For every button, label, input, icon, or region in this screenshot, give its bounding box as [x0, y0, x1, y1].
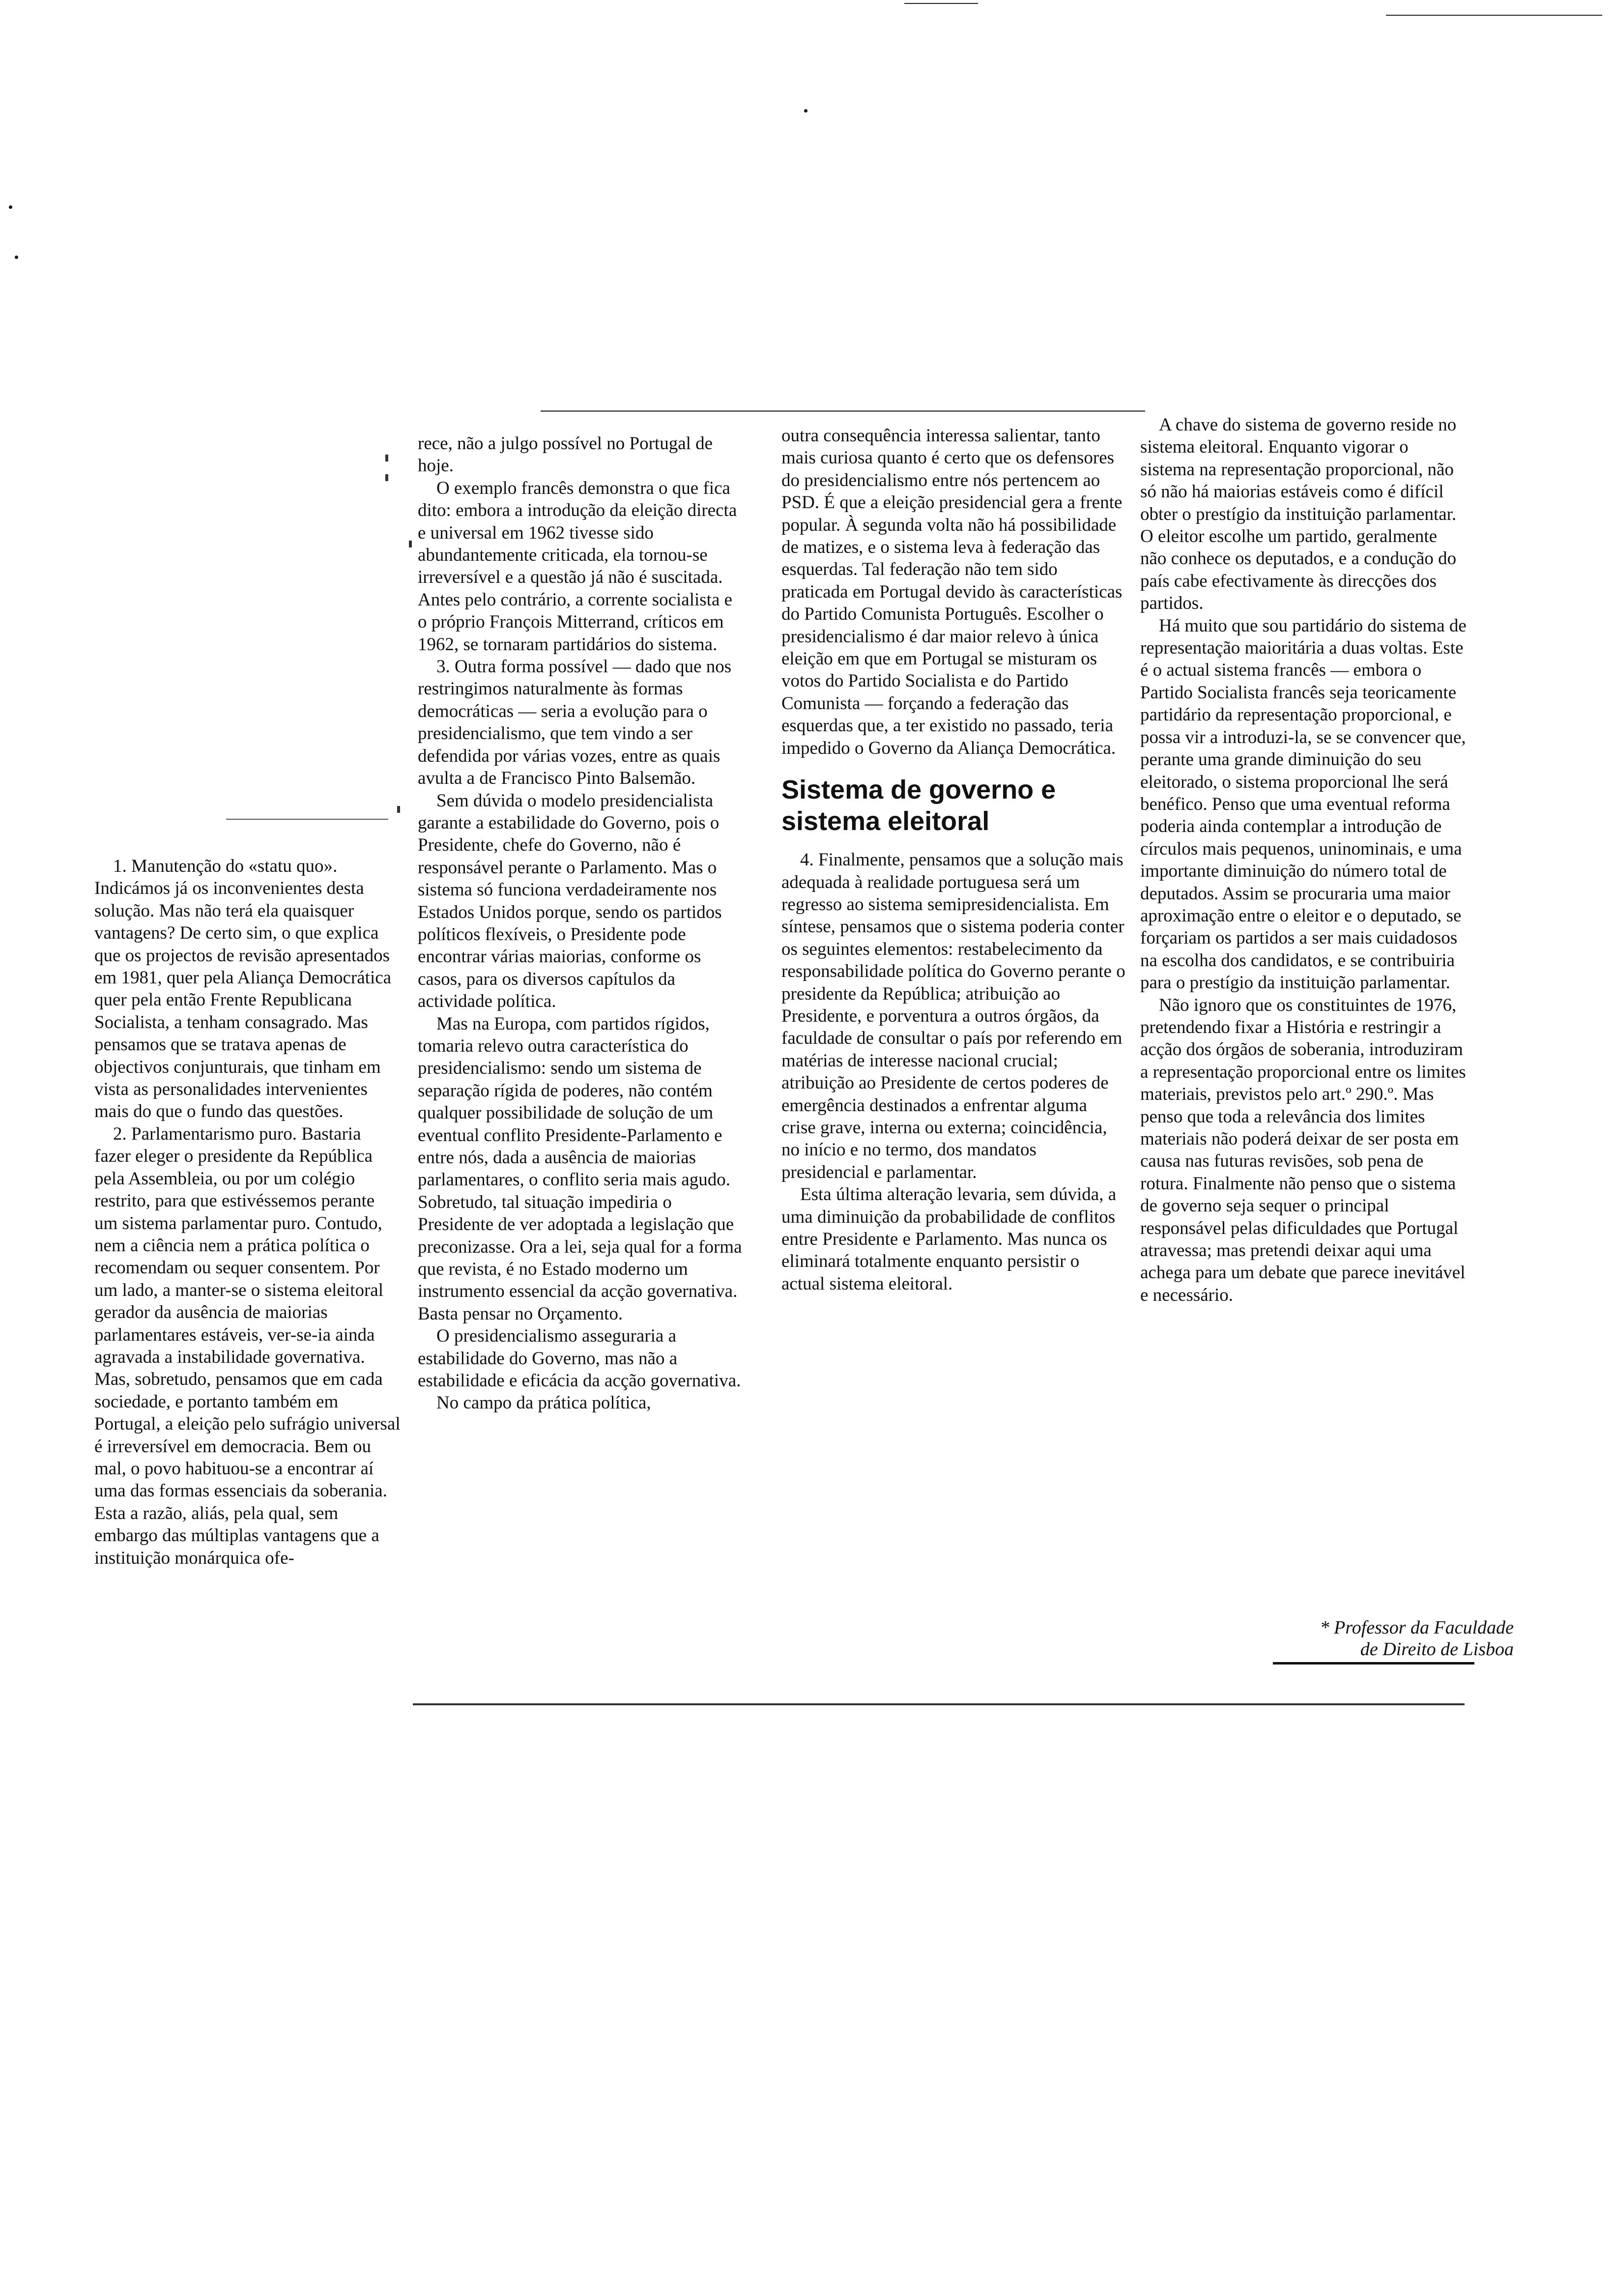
paragraph-continuation: rece, não a julgo possível no Portugal de hoje.: [418, 433, 713, 476]
paragraph-representacao-maioritaria: Há muito que sou partidário do sistema de representação maioritária a duas voltas. Este é o actual sistema francês — embora o Partido Socialista francês seja teoricamente partidário da representação proporcional, e possa vir a introduzi-la, se se convencer que, perante uma grande diminuição do seu eleitorado, o sistema proporcional lhe será benéfico. Penso que uma eventual reforma poderia ainda contemplar a introdução de círculos mais pequenos, uninominais, e uma importante diminuição do número total de deputados. Assim se procuraria uma maior aproximação entre o eleitor e o deputado, se forçariam os partidos a ser mais cuidadosos na escolha dos candidatos, e se contribuiria para o prestígio da instituição parlamentar.: [1140, 615, 1467, 993]
article-column-1: [94, 855, 402, 1569]
scan-edge-top-right-2: [1386, 15, 1602, 16]
margin-mark: [409, 541, 412, 547]
scan-speck: [15, 256, 18, 259]
section-title: Sistema de governo e sistema eleitoral: [781, 775, 1056, 836]
paragraph-frente-popular: outra consequência interessa salientar, tanto mais curiosa quanto é certo que os defensores do presidencialismo entre nós pertencem ao PSD. É que a eleição presidencial gera a frente popular. À segunda volta não há possibilidade de matizes, e o sistema leva à federação das esquerdas. Tal federação não tem sido praticada em Portugal devido às características do Partido Comunista Português. Escolher o presidencialismo é dar maior relevo à única eleição em que em Portugal se misturam os votos do Partido Socialista e do Partido Comunista — forçando a federação das esquerdas que, a ter existido no passado, teria impedido o Governo da Aliança Democrática.: [781, 426, 1123, 758]
paragraph-pratica-politica: No campo da prática política,: [436, 1393, 651, 1413]
author-signature: [1189, 1617, 1514, 1660]
paragraph-exemplo-frances: O exemplo francês demonstra o que fica dito: embora a introdução da eleição directa e universal em 1962 tivesse sido abundantemente criticada, ela tornou-se irreversível e a questão já não é suscitada. Antes pelo contrário, a corrente socialista e o próprio François Mitterrand, críticos em 1962, se tornaram partidários do sistema.: [418, 478, 737, 655]
signature-line-1: * Professor da Faculdade: [1320, 1617, 1514, 1638]
paragraph-europa: Mas na Europa, com partidos rígidos, tomaria relevo outra característica do presidencialismo: sendo um sistema de separação rígida de poderes, não contém qualquer possibilidade de solução de um eventual conflito Presidente-Parlamento e entre nós, dada a ausência de maiorias parlamentares, o conflito seria mais agudo. Sobretudo, tal situação impediria o Presidente de ver adoptada a legislação que preconizasse. Ora a lei, seja qual for a forma que revista, é no Estado moderno um instrumento essencial da acção governativa. Basta pensar no Orçamento.: [418, 1013, 742, 1324]
margin-mark: [385, 455, 388, 461]
clipping-bottom-edge: [413, 1703, 1465, 1705]
paragraph-chave-sistema: A chave do sistema de governo reside no sistema eleitoral. Enquanto vigorar o sistema na representação proporcional, não só não há maiorias estáveis como é difícil obter o prestígio da instituição parlamentar. O eleitor escolhe um partido, geralmente não conhece os deputados, e a condução do país cabe efectivamente às direcções dos partidos.: [1140, 415, 1457, 614]
paragraph-constituintes: Não ignoro que os constituintes de 1976, pretendendo fixar a História e restringir a acção dos órgãos de soberania, introduziram a representação proporcional entre os limites materiais, previstos pelo art.º 290.º. Mas penso que toda a relevância dos limites materiais não poderá deixar de ser posta em causa nas futuras revisões, sob pena de rotura. Finalmente não penso que o sistema de governo seja sequer o principal responsável pelas dificuldades que Portugal atravessa; mas pretendi deixar aqui uma achega para um debate que parece inevitável e necessário.: [1140, 995, 1466, 1305]
article-column-2: [418, 432, 742, 1414]
paragraph-estabilidade: O presidencialismo asseguraria a estabilidade do Governo, mas não a estabilidade e eficácia da acção governativa.: [418, 1326, 741, 1391]
article-column-3: [781, 425, 1125, 1295]
scan-speck: [9, 205, 12, 209]
margin-mark: [397, 806, 400, 813]
margin-mark: [385, 474, 388, 481]
scan-edge-top-right: [904, 3, 978, 4]
paragraph-ultima-alteracao: Esta última alteração levaria, sem dúvida, a uma diminuição da probabilidade de conflitos entre Presidente e Parlamento. Mas nunca os eliminará totalmente enquanto persistir o actual sistema eleitoral.: [781, 1184, 1117, 1294]
signature-line-2: de Direito de Lisboa: [1360, 1639, 1514, 1660]
paragraph-statu-quo: 1. Manutenção do «statu quo». Indicámos já os inconvenientes desta solução. Mas não terá ela quaisquer vantagens? De certo sim, o que explica que os projectos de revisão apresentados em 1981, quer pela Aliança Democrática quer pela então Frente Republicana Socialista, a tenham consagrado. Mas pensamos que se tratava apenas de objectivos conjunturais, que tinham em vista as personalidades intervenientes mais do que o fundo das questões.: [94, 856, 392, 1122]
scan-speck: [804, 109, 807, 113]
paragraph-presidencialismo: 3. Outra forma possível — dado que nos restringimos naturalmente às formas democráticas — seria a evolução para o presidencialismo, que tem vindo a ser defendida por várias vozes, entre as quais avulta a de Francisco Pinto Balsemão.: [418, 657, 732, 789]
signature-underline: [1273, 1662, 1474, 1665]
clipping-top-edge: [541, 410, 1145, 412]
paragraph-modelo-presidencialista: Sem dúvida o modelo presidencialista garante a estabilidade do Governo, pois o Presidente, chefe do Governo, não é responsável perante o Parlamento. Mas o sistema só funciona verdadeiramente nos Estados Unidos porque, sendo os partidos políticos flexíveis, o Presidente pode encontrar várias maiorias, conforme os casos, para os diversos capítulos da actividade política.: [418, 790, 722, 1012]
paragraph-parlamentarismo: 2. Parlamentarismo puro. Bastaria fazer eleger o presidente da República pela Assembleia, ou por um colégio restrito, para que estivéssemos perante um sistema parlamentar puro. Contudo, nem a ciência nem a prática política o recomendam ou sequer consentem. Por um lado, a manter-se o sistema eleitoral gerador da ausência de maiorias parlamentares estáveis, ver-se-ia ainda agravada a instabilidade governativa. Mas, sobretudo, pensamos que em cada sociedade, e portanto também em Portugal, a eleição pelo sufrágio universal é irreversível em democracia. Bem ou mal, o povo habituou-se a encontrar aí uma das formas essenciais da soberania. Esta a razão, aliás, pela qual, sem embargo das múltiplas vantagens que a instituição monárquica ofe-: [94, 1123, 401, 1568]
article-column-4: [1140, 414, 1467, 1306]
col1-top-edge: [226, 819, 388, 820]
paragraph-semipresidencialista: 4. Finalmente, pensamos que a solução mais adequada à realidade portuguesa será um regresso ao sistema semipresidencialista. Em síntese, pensamos que o sistema poderia conter os seguintes elementos: restabelecimento da responsabilidade política do Governo perante o presidente da República; atribuição ao Presidente, e porventura a outros órgãos, da faculdade de consultar o país por referendo em matérias de interesse nacional crucial; atribuição ao Presidente de certos poderes de emergência destinados a enfrentar alguma crise grave, interna ou externa; coincidência, no início e no termo, dos mandatos presidencial e parlamentar.: [781, 850, 1125, 1182]
